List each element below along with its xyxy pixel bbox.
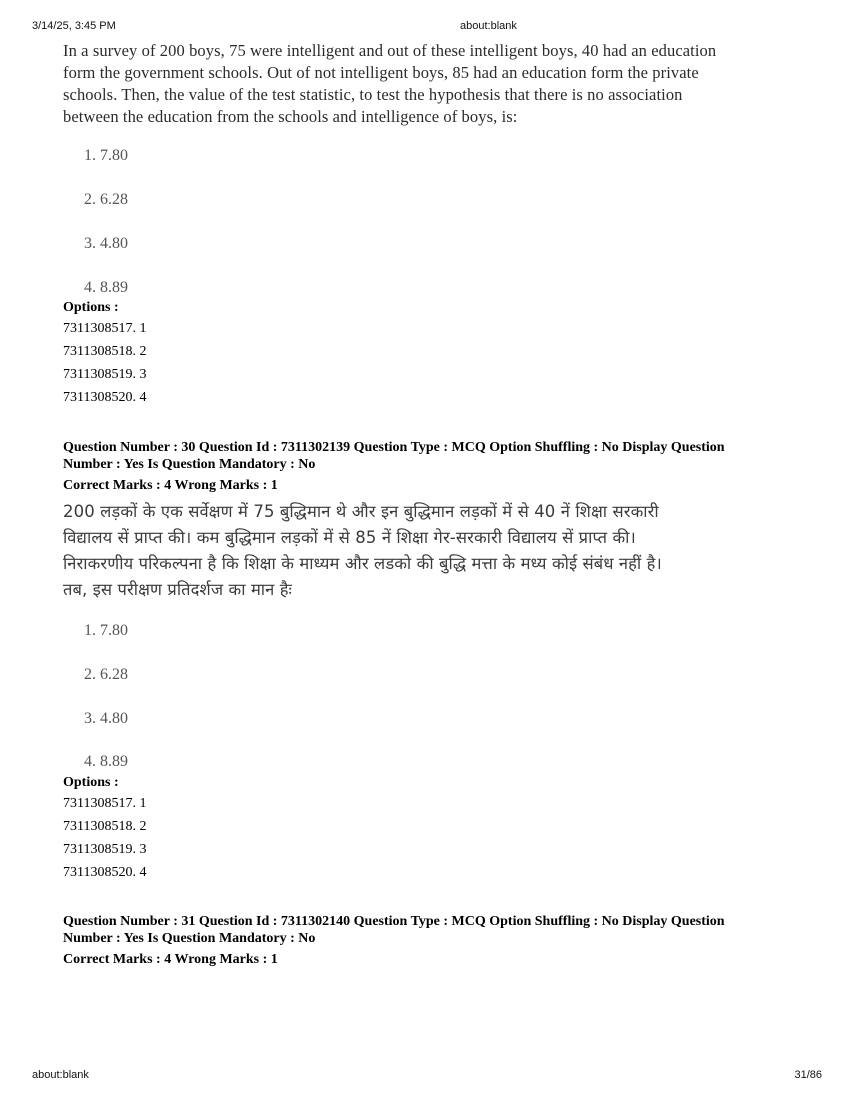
choice-3: 3. 4.80 (84, 235, 128, 252)
print-url: about:blank (460, 20, 517, 32)
choice-2: 2. 6.28 (84, 191, 128, 208)
question-30-marks: Correct Marks : 4 Wrong Marks : 1 (63, 478, 278, 493)
question-line: निराकरणीय परिकल्पना है कि शिक्षा के माध्यम और लडको की बुद्धि मत्ता के मध्य कोई संबंध नहीं है। (63, 554, 662, 573)
footer-url: about:blank (32, 1069, 89, 1081)
question-30-text (63, 499, 823, 603)
question-29-text (63, 40, 813, 128)
page-number: 31/86 (794, 1069, 822, 1081)
option-id-1: 7311308517. 1 (63, 321, 147, 336)
option-id-3: 7311308519. 3 (63, 842, 147, 857)
choice-1: 1. 7.80 (84, 147, 128, 164)
question-31-marks: Correct Marks : 4 Wrong Marks : 1 (63, 952, 278, 967)
question-line: In a survey of 200 boys, 75 were intelligent and out of these intelligent boys, 40 had an education (63, 41, 717, 60)
option-id-4: 7311308520. 4 (63, 865, 147, 880)
question-line: schools. Then, the value of the test statistic, to test the hypothesis that there is no association (63, 85, 683, 104)
choice-3: 3. 4.80 (84, 710, 128, 727)
question-line: form the government schools. Out of not intelligent boys, 85 had an education form the private (63, 63, 699, 82)
option-id-1: 7311308517. 1 (63, 796, 147, 811)
question-line: 200 लड़कों के एक सर्वेक्षण में 75 बुद्धिमान थे और इन बुद्धिमान लड़कों में से 40 नें शिक्षा सरकारी (63, 502, 659, 521)
question-31-meta (63, 913, 813, 947)
choice-4: 4. 8.89 (84, 753, 128, 770)
question-line: between the education from the schools and intelligence of boys, is: (63, 107, 518, 126)
meta-line: Number : Yes Is Question Mandatory : No (63, 457, 316, 472)
question-line: तब, इस परीक्षण प्रतिदर्शज का मान हैः (63, 580, 292, 599)
print-datetime: 3/14/25, 3:45 PM (32, 20, 116, 32)
choice-2: 2. 6.28 (84, 666, 128, 683)
meta-line: Question Number : 31 Question Id : 7311302140 Question Type : MCQ Option Shuffling : No Display Question (63, 914, 725, 929)
question-30-meta (63, 439, 813, 473)
option-id-4: 7311308520. 4 (63, 390, 147, 405)
choice-1: 1. 7.80 (84, 622, 128, 639)
question-line: विद्यालय सें प्राप्त की। कम बुद्धिमान लड़कों में से 85 नें शिक्षा गेर-सरकारी विद्यालय सें प्राप्त की। (63, 528, 636, 547)
options-label: Options : (63, 300, 119, 315)
meta-line: Number : Yes Is Question Mandatory : No (63, 931, 316, 946)
option-id-2: 7311308518. 2 (63, 344, 147, 359)
option-id-3: 7311308519. 3 (63, 367, 147, 382)
option-id-2: 7311308518. 2 (63, 819, 147, 834)
options-label: Options : (63, 775, 119, 790)
meta-line: Question Number : 30 Question Id : 7311302139 Question Type : MCQ Option Shuffling : No Display Question (63, 440, 725, 455)
choice-4: 4. 8.89 (84, 279, 128, 296)
